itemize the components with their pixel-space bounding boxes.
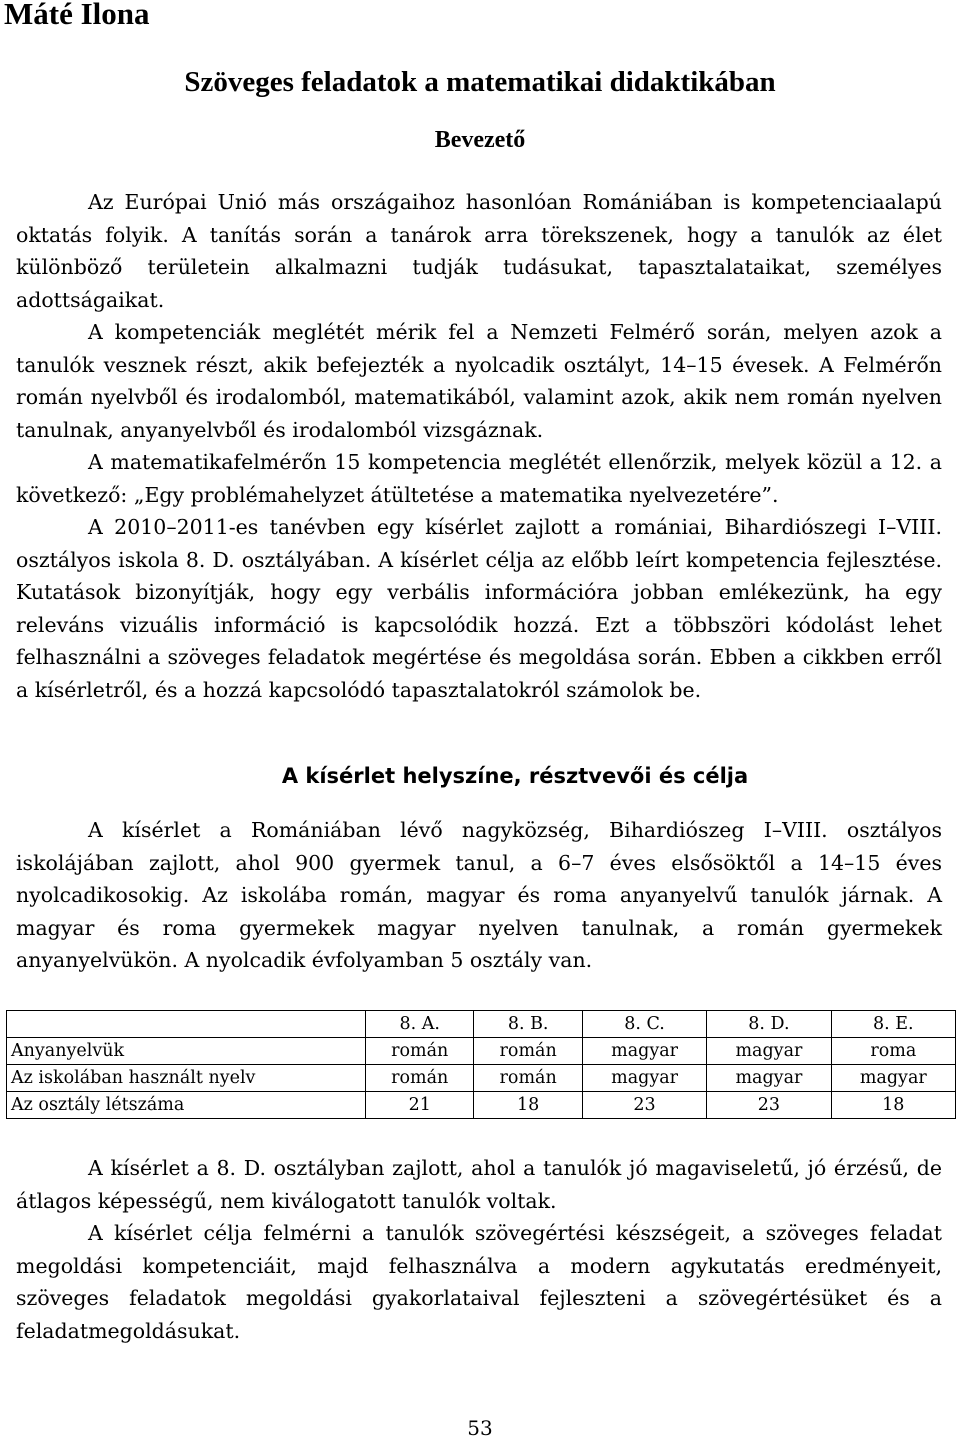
paragraph: A matematikafelmérőn 15 kompetencia meglétét ellenőrzik, melyek közül a 12. a következő: „Egy problémahelyzet átültetése a matematika nyelvezetére”.	[16, 450, 942, 507]
table-cell: magyar	[582, 1038, 706, 1065]
introduction-text	[16, 186, 942, 706]
table-row-label: Az osztály létszáma	[7, 1092, 366, 1119]
table-cell: magyar	[582, 1065, 706, 1092]
table-cell: 23	[707, 1092, 831, 1119]
paragraph: A 2010–2011-es tanévben egy kísérlet zajlott a romániai, Bihardiószegi I–VIII. osztályos iskola 8. D. osztályában. A kísérlet célja az előbb leírt kompetencia fejlesztése. Kutatások bizonyítják, hogy egy verbális információra jobban emlékezünk, ha egy releváns vizuális információ is kapcsolódik hozzá. Ezt a többszöri kódolást lehet felhasználni a szöveges feladatok megértése és megoldása során. Ebben a cikkben erről a kísérletről, és a hozzá kapcsolódó tapasztalatokról számolok be.	[16, 515, 942, 702]
paragraph: A kísérlet a Romániában lévő nagyközség, Bihardiószeg I–VIII. osztályos iskolájában zajlott, ahol 900 gyermek tanul, a 6–7 éves elsősöktől a 14–15 éves nyolcadikosokig. Az iskolába román, magyar és roma anyanyelvű tanulók járnak. A magyar és roma gyermekek magyar nyelven tanulnak, a román gyermekek anyanyelvükön. A nyolcadik évfolyamban 5 osztály van.	[16, 818, 942, 972]
table-cell: 21	[366, 1092, 474, 1119]
paragraph: A kísérlet a 8. D. osztályban zajlott, ahol a tanulók jó magaviseletű, jó érzésű, de átlagos képességű, nem kiválogatott tanulók voltak.	[16, 1156, 942, 1213]
table-cell: magyar	[707, 1065, 831, 1092]
table-row	[7, 1065, 956, 1092]
paragraph: A kompetenciák meglétét mérik fel a Nemzeti Felmérő során, melyen azok a tanulók vesznek részt, akik befejezték a nyolcadik osztályt, 14–15 évesek. A Felmérőn román nyelvből és irodalomból, matematikából, valamint azok, akik nem román nyelven tanulnak, anyanyelvből és irodalomból vizsgáznak.	[16, 320, 942, 442]
table-cell: román	[366, 1038, 474, 1065]
table-cell: 23	[582, 1092, 706, 1119]
table-row	[7, 1092, 956, 1119]
table-header-cell: 8. B.	[474, 1011, 582, 1038]
table-header-cell: 8. E.	[831, 1011, 955, 1038]
table-cell: román	[474, 1038, 582, 1065]
table-row	[7, 1038, 956, 1065]
table-cell: román	[474, 1065, 582, 1092]
paragraph: A kísérlet célja felmérni a tanulók szövegértési készségeit, a szöveges feladat megoldási kompetenciáit, majd felhasználva a modern agykutatás eredményeit, szöveges feladatok megoldási gyakorlataival fejleszteni a szövegértésüket és a feladatmegoldásukat.	[16, 1221, 942, 1343]
table-cell: magyar	[831, 1065, 955, 1092]
table-header-cell: 8. C.	[582, 1011, 706, 1038]
table-cell: 18	[474, 1092, 582, 1119]
table-header-cell: 8. A.	[366, 1011, 474, 1038]
table-cell: magyar	[707, 1038, 831, 1065]
page-number: 53	[467, 1416, 493, 1440]
table-header-cell: 8. D.	[707, 1011, 831, 1038]
class-data-table	[6, 1010, 956, 1119]
table-header-row	[7, 1011, 956, 1038]
table-cell: román	[366, 1065, 474, 1092]
table-row-label: Anyanyelvük	[7, 1038, 366, 1065]
table-row-label: Az iskolában használt nyelv	[7, 1065, 366, 1092]
article-title: Szöveges feladatok a matematikai didaktikában	[184, 66, 776, 98]
author-name: Máté Ilona	[4, 0, 150, 31]
paragraph: Az Európai Unió más országaihoz hasonlóan Romániában is kompetenciaalapú oktatás folyik. A tanítás során a tanárok arra törekszenek, hogy a tanulók az élet különböző területein alkalmazni tudják tudásukat, tapasztalataikat, személyes adottságaikat.	[16, 190, 942, 312]
section-text	[16, 814, 942, 977]
table-cell: 18	[831, 1092, 955, 1119]
post-table-text	[16, 1152, 942, 1347]
table-cell: roma	[831, 1038, 955, 1065]
section-heading: A kísérlet helyszíne, résztvevői és célja	[281, 764, 749, 788]
section-title-introduction: Bevezető	[434, 127, 526, 153]
table-corner-cell	[7, 1011, 366, 1038]
